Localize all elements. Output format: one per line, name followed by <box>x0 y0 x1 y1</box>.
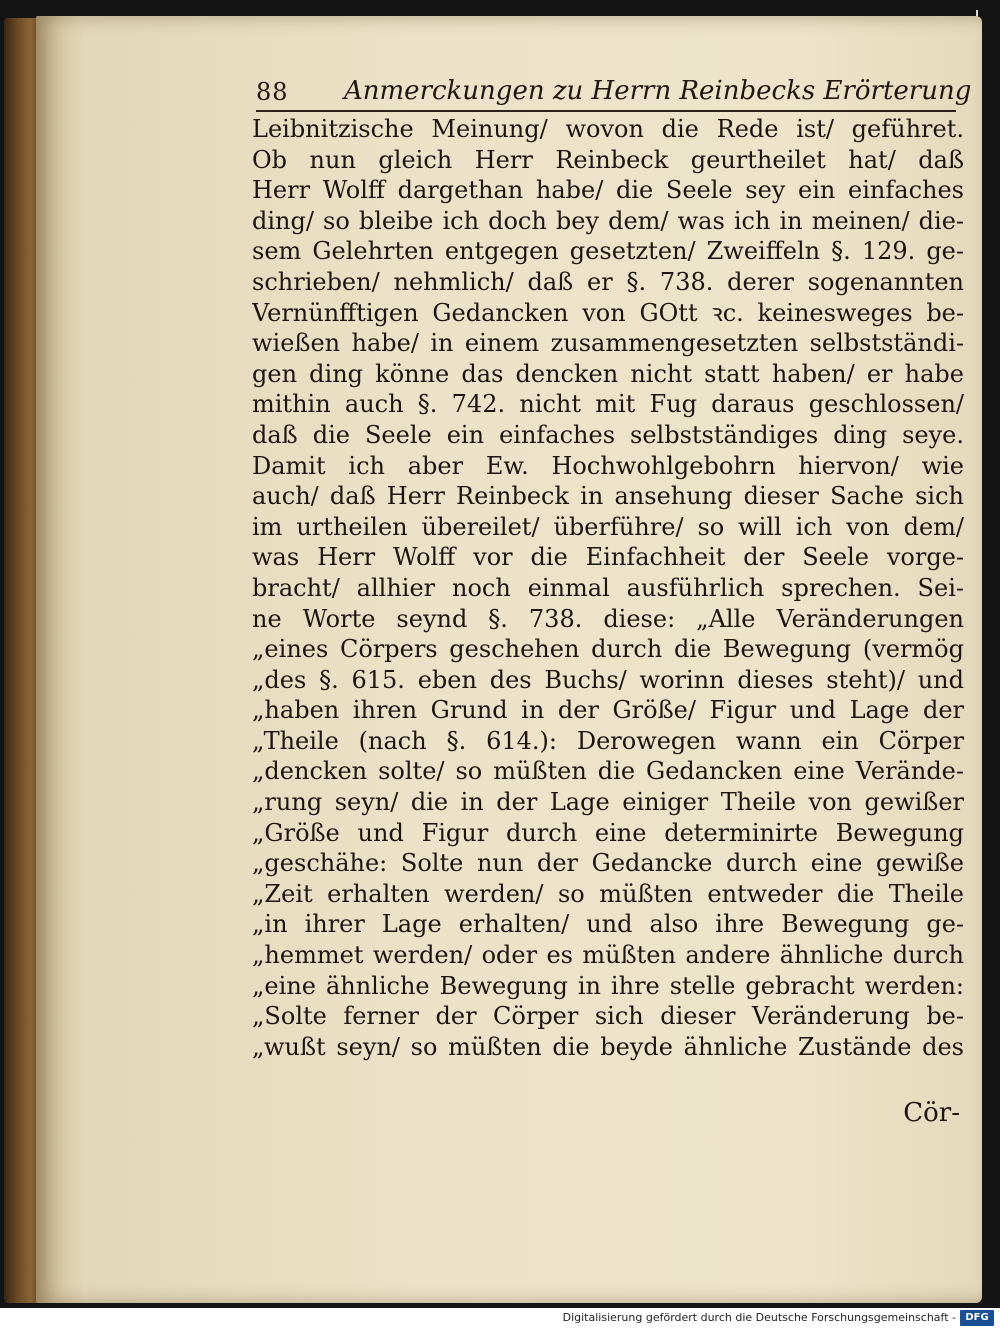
text-line: auch/ daß Herr Reinbeck in ansehung dieser Sache sich <box>252 482 964 511</box>
text-line: ding/ so bleibe ich doch bey dem/ was ich in meinen/ die- <box>252 206 964 235</box>
text-line: „Theile (nach §. 614.): Derowegen wann ein Cörper <box>252 726 964 755</box>
page-number: 88 <box>256 78 289 106</box>
text-line: mithin auch §. 742. nicht mit Fug daraus geschlossen/ <box>252 390 964 419</box>
text-line: „Zeit erhalten werden/ so müßten entweder die Theile <box>252 879 964 908</box>
text-line: „dencken solte/ so müßten die Gedancken eine Verände- <box>252 757 964 786</box>
text-line: „geschähe: Solte nun der Gedancke durch eine gewiße <box>252 849 964 878</box>
text-line: Damit ich aber Ew. Hochwohlgebohrn hiervon/ wie <box>252 451 964 480</box>
text-line: ne Worte seynd §. 738. diese: „Alle Veränderungen <box>252 604 964 633</box>
text-line: schrieben/ nehmlich/ daß er §. 738. derer sogenannten <box>252 267 964 296</box>
text-line: „eine ähnliche Bewegung in ihre stelle gebracht werden: <box>252 971 964 1000</box>
text-line: „haben ihren Grund in der Größe/ Figur und Lage der <box>252 696 964 725</box>
text-line: Leibnitzische Meinung/ wovon die Rede ist/ geführet. <box>252 115 964 143</box>
text-line: „Größe und Figur durch eine determinirte Bewegung <box>252 818 964 847</box>
text-line: Herr Wolff dargethan habe/ die Seele sey ein einfaches <box>252 176 964 205</box>
text-line: „Solte ferner der Cörper sich dieser Veränderung be- <box>252 1002 964 1031</box>
footer-bar <box>0 1308 1000 1329</box>
text-line: „in ihrer Lage erhalten/ und also ihre Bewegung ge- <box>252 910 964 939</box>
text-line: „rung seyn/ die in der Lage einiger Theile von gewißer <box>252 788 964 817</box>
funding-credit: Digitalisierung gefördert durch die Deutsche Forschungsgemeinschaft - <box>562 1311 956 1324</box>
running-head <box>256 74 972 112</box>
text-line: „wußt seyn/ so müßten die beyde ähnliche Zustände des <box>252 1032 964 1061</box>
text-line: „des §. 615. eben des Buchs/ worinn dieses steht)/ und <box>252 665 964 694</box>
body-text <box>252 114 964 1062</box>
text-line: was Herr Wolff vor die Einfachheit der Seele vorge- <box>252 543 964 572</box>
text-line: „eines Cörpers geschehen durch die Bewegung (vermög <box>252 635 964 664</box>
text-line: Ob nun gleich Herr Reinbeck geurtheilet hat/ daß <box>252 145 964 174</box>
text-line: „hemmet werden/ oder es müßten andere ähnliche durch <box>252 941 964 970</box>
text-line: sem Gelehrten entgegen gesetzten/ Zweiffeln §. 129. ge- <box>252 237 964 266</box>
catchword: Cör- <box>903 1098 960 1128</box>
text-line: Vernünfftigen Gedancken von GOtt ꝛc. keinesweges be- <box>252 298 964 327</box>
running-title: Anmerckungen zu Herrn Reinbecks Erörterung <box>344 76 972 106</box>
text-line: bracht/ allhier noch einmal ausführlich sprechen. Sei- <box>252 573 964 602</box>
dfg-logo: DFG <box>960 1310 994 1326</box>
text-line: gen ding könne das dencken nicht statt haben/ er habe <box>252 359 964 388</box>
text-line: im urtheilen übereilet/ überführe/ so will ich von dem/ <box>252 512 964 541</box>
text-line: wießen habe/ in einem zusammengesetzten selbstständi- <box>252 329 964 358</box>
text-line: daß die Seele ein einfaches selbstständiges ding seye. <box>252 420 964 449</box>
